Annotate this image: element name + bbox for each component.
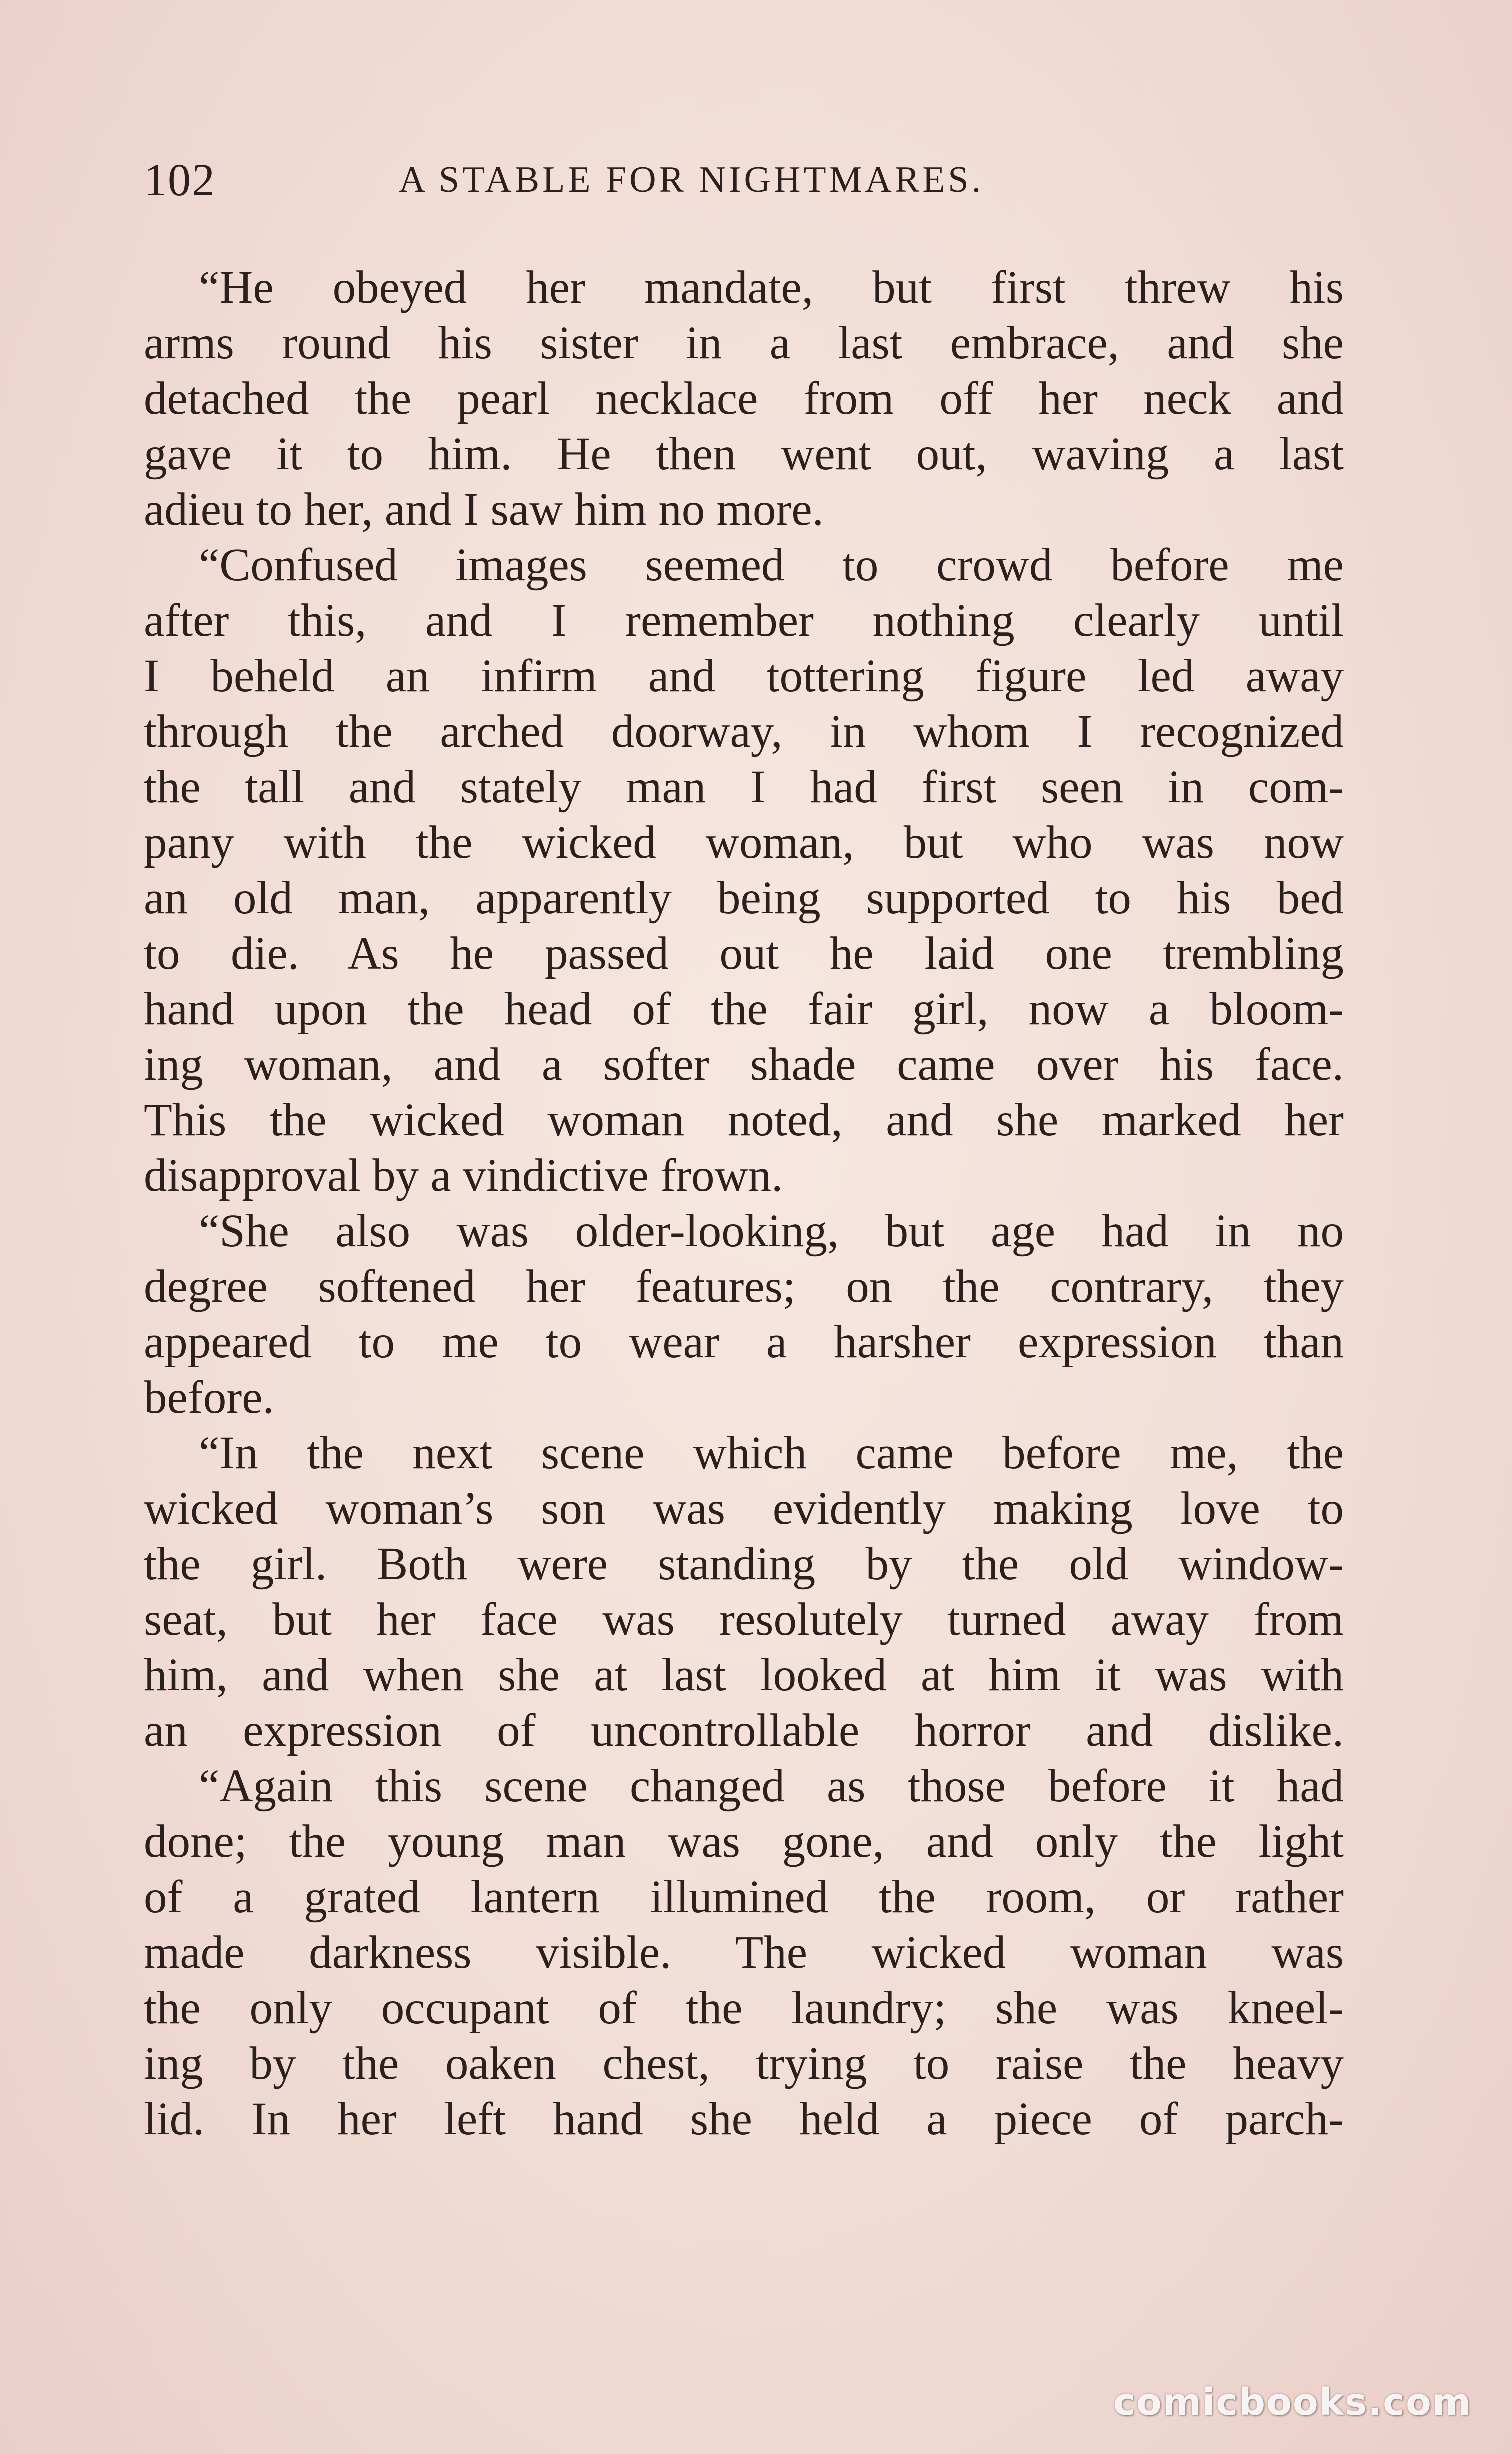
text-line: appeared to me to wear a harsher expression than (144, 1316, 1344, 1368)
text-line: of a grated lantern illumined the room, or rather (144, 1872, 1344, 1923)
page-number: 102 (144, 154, 216, 206)
text-line: through the arched doorway, in whom I recognized (144, 706, 1344, 758)
text-line: gave it to him. He then went out, waving a last (144, 428, 1344, 480)
text-line: an old man, apparently being supported to his bed (144, 872, 1344, 924)
text-line: detached the pearl necklace from off her neck and (144, 373, 1344, 424)
text-line: the only occupant of the laundry; she was kneel- (144, 1982, 1344, 2034)
text-line: “She also was older-looking, but age had in no (199, 1206, 1344, 1257)
text-line: hand upon the head of the fair girl, now a bloom- (144, 984, 1344, 1035)
page-header (144, 150, 1344, 210)
text-line: disapproval by a vindictive frown. (144, 1150, 784, 1202)
text-line: made darkness visible. The wicked woman was (144, 1927, 1344, 1978)
text-line: him, and when she at last looked at him it was with (144, 1650, 1344, 1701)
text-line: seat, but her face was resolutely turned away from (144, 1594, 1344, 1646)
body-text (144, 260, 1344, 2147)
text-line: “Confused images seemed to crowd before me (199, 540, 1344, 591)
text-line: the tall and stately man I had first seen in com- (144, 762, 1344, 813)
text-line: “He obeyed her mandate, but first threw his (199, 262, 1344, 314)
text-line: adieu to her, and I saw him no more. (144, 484, 824, 536)
text-line: lid. In her left hand she held a piece of parch- (144, 2094, 1344, 2145)
text-line: wicked woman’s son was evidently making love to (144, 1483, 1344, 1534)
text-line: ing by the oaken chest, trying to raise the heavy (144, 2038, 1344, 2090)
text-line: “Again this scene changed as those before it had (199, 1760, 1344, 1812)
text-line: after this, and I remember nothing clearly until (144, 595, 1344, 646)
text-line: “In the next scene which came before me, the (199, 1428, 1344, 1479)
text-line: before. (144, 1372, 274, 1424)
text-line: I beheld an infirm and tottering figure led away (144, 650, 1344, 702)
text-line: arms round his sister in a last embrace, and she (144, 318, 1344, 369)
text-line: an expression of uncontrollable horror and dislike. (144, 1705, 1344, 1756)
watermark-logo: comicbooks.com (1114, 2381, 1472, 2424)
text-line: done; the young man was gone, and only the light (144, 1816, 1344, 1868)
text-line: degree softened her features; on the contrary, they (144, 1261, 1344, 1312)
text-line: ing woman, and a softer shade came over his face. (144, 1039, 1344, 1090)
text-line: This the wicked woman noted, and she marked her (144, 1094, 1344, 1146)
text-line: to die. As he passed out he laid one trembling (144, 928, 1344, 980)
text-line: pany with the wicked woman, but who was now (144, 817, 1344, 868)
text-line: the girl. Both were standing by the old window- (144, 1538, 1344, 1590)
running-title: A STABLE FOR NIGHTMARES. (399, 160, 984, 200)
